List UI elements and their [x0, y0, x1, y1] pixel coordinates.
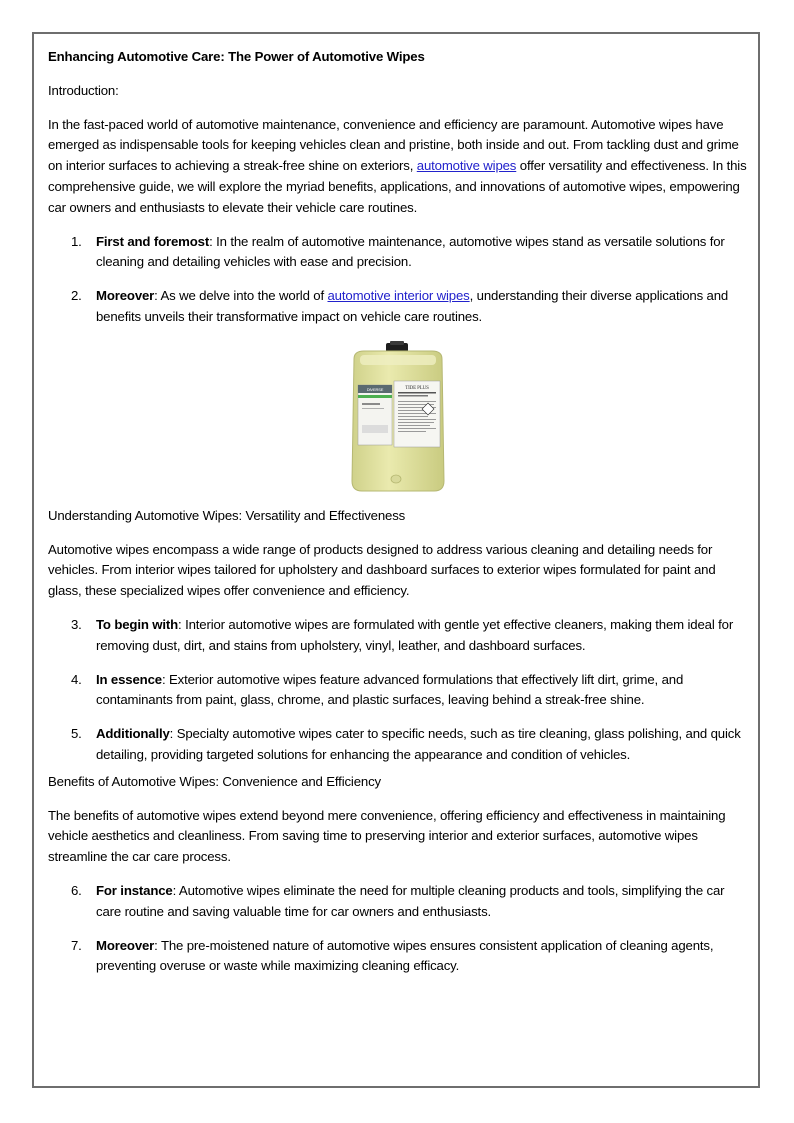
section-3-paragraph: The benefits of automotive wipes extend beyond mere convenience, offering efficiency and effectiveness in maintaining vehicle aesthetics and cleanliness. From saving time to preserving interior and exterior surfaces, automotive wipes streamline the car care process.	[48, 807, 726, 865]
label-product-text: TIDE PLUS	[405, 385, 429, 391]
list-item	[48, 615, 748, 657]
jerrycan-bottom-hole	[391, 475, 401, 483]
list-item-lead: Additionally	[96, 726, 170, 742]
label-brand-text: DIVERSE	[366, 386, 384, 392]
section-2-paragraph: Automotive wipes encompass a wide range of products designed to address various cleaning and detailing needs for vehicles. From interior wipes tailored for upholstery and dashboard surfaces to exterior wipes formulated for paint and glass, these specialized wipes offer convenience and efficiency.	[48, 541, 716, 599]
benefits-list-2	[48, 615, 748, 766]
list-item	[48, 286, 748, 328]
list-item-lead: For instance	[96, 882, 173, 898]
list-number: 5.	[71, 726, 82, 742]
list-item-text: : Exterior automotive wipes feature advanced formulations that effectively lift dirt, grime, and contaminants from paint, glass, chrome, and plastic surfaces, leaving behind a streak-free shine.	[96, 671, 684, 708]
jerrycan-label-left	[358, 385, 392, 445]
list-item	[48, 936, 748, 978]
list-item-lead: Moreover	[96, 937, 155, 953]
list-item-text: : Specialty automotive wipes cater to specific needs, such as tire cleaning, glass polishing, and quick detailing, providing targeted solutions for enhancing the appearance and condition of vehicles.	[96, 726, 741, 762]
list-item-lead: First and foremost	[96, 233, 210, 249]
document-title: Enhancing Automotive Care: The Power of Automotive Wipes	[48, 49, 425, 64]
product-image	[346, 341, 450, 493]
benefits-list-3	[48, 881, 748, 977]
intro-text-after-link: offer versatility and effectiveness. In this comprehensive guide, we will explore the myriad benefits, applications, and innovations of automotive wipes, empowering car owners and enthusiasts to elevate their vehicle care routines.	[48, 158, 747, 215]
list-number: 2.	[71, 288, 82, 304]
list-item-text: : In the realm of automotive maintenance, automotive wipes stand as versatile solutions for cleaning and detailing vehicles with ease and precision.	[96, 233, 725, 270]
jerrycan-illustration	[346, 341, 450, 493]
list-item-lead: To begin with	[96, 616, 179, 632]
list-number: 1.	[71, 233, 82, 249]
list-item-text: : The pre-moistened nature of automotive wipes ensures consistent application of cleaning agents, preventing overuse or waste while maximizing cleaning efficacy.	[96, 937, 714, 974]
automotive-wipes-link[interactable]: automotive wipes	[416, 158, 517, 174]
benefits-list-1	[48, 232, 748, 328]
section-3-heading: Benefits of Automotive Wipes: Convenience and Efficiency	[48, 773, 381, 789]
list-number: 3.	[71, 616, 82, 632]
list-number: 6.	[71, 882, 82, 898]
list-number: 4.	[71, 671, 82, 687]
automotive-interior-wipes-link[interactable]: automotive interior wipes	[327, 288, 470, 304]
list-item-text: : Automotive wipes eliminate the need for multiple cleaning products and tools, simplifying the car care routine and saving valuable time for car owners and enthusiasts.	[96, 882, 725, 919]
list-item	[48, 881, 748, 923]
list-item-text-before-link: : As we delve into the world of	[154, 288, 328, 304]
intro-heading: Introduction:	[48, 82, 119, 98]
intro-text-before-link: In the fast-paced world of automotive maintenance, convenience and efficiency are paramount. Automotive wipes have emerged as indispensable tools for keeping vehicles clean and pristine, both inside and out. From tackling dust and grime on interior surfaces to achieving a streak-free shine on exteriors,	[48, 116, 739, 174]
product-image-figure	[48, 341, 748, 493]
document-body	[48, 47, 748, 990]
list-item	[48, 670, 748, 712]
list-number: 7.	[71, 937, 82, 953]
list-item-lead: In essence	[96, 671, 162, 687]
intro-paragraph	[48, 115, 748, 219]
list-item	[48, 724, 748, 766]
list-item-text: : Interior automotive wipes are formulated with gentle yet effective cleaners, making them ideal for removing dust, dirt, and stains from upholstery, vinyl, leather, and dashboard surfaces.	[96, 616, 734, 653]
section-2-heading: Understanding Automotive Wipes: Versatility and Effectiveness	[48, 507, 406, 523]
list-item-lead: Moreover	[96, 288, 155, 304]
list-item	[48, 232, 748, 274]
list-item-text-after-link: , understanding their diverse applications and benefits unveils their transformative impact on vehicle care routines.	[96, 288, 729, 324]
